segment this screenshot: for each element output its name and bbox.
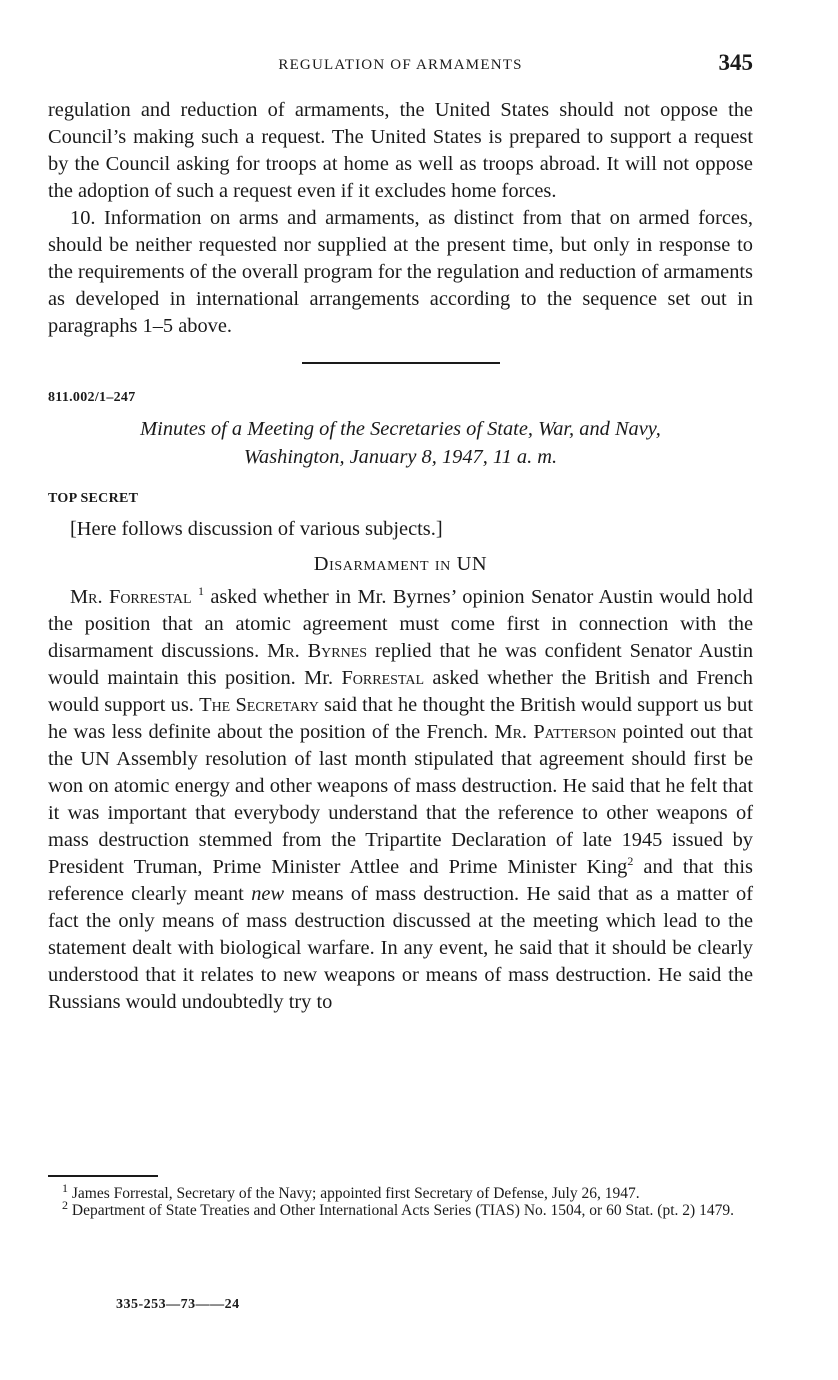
text-segment: pointed out that the UN Assembly resolution of last month stipulated that agreement should first be won on atomic energy and other weapons of mass destruction. He said that he felt that it was important that everybody understand that the reference to other weapons of mass destruction stemmed from the Tripartite Declaration of late 1945 issued by President Truman, Prime Minister Attlee and Prime Minister King (48, 721, 753, 878)
document-page (48, 0, 753, 1380)
main-paragraph (48, 584, 753, 1016)
footnote-text: Department of State Treaties and Other International Acts Series (TIAS) No. 1504, or 60 Stat. (pt. 2) 1479. (71, 1202, 734, 1219)
speaker-forrestal-2: Forrestal (341, 667, 425, 689)
text-segment: replied that he was confident Senator Austin would maintain this position. Mr. (48, 640, 754, 689)
text-segment: asked whether the British and French would support us. (48, 667, 753, 716)
footnote-marker: 2 (62, 1197, 68, 1212)
text-segment: said that he thought the British would support us but he was less definite about the position of the French. (48, 694, 753, 743)
text-segment: means of mass destruction. He said that as a matter of fact the only means of mass destruction discussed at the meeting which lead to the statement dealt with biological warfare. In any event, he said that it should be clearly understood that it relates to new weapons or means of mass destruction. He said the Russians would undoubtedly try to (48, 883, 753, 1013)
print-code: 335-253—73——24 (116, 1297, 240, 1312)
section-heading: Disarmament in UN (313, 553, 488, 575)
speaker-patterson: Mr. Patterson (494, 721, 617, 743)
speaker-secretary: The Secretary (199, 694, 319, 716)
speaker-forrestal: Mr. Forrestal (70, 586, 192, 608)
file-number: 811.002/1–247 (48, 390, 136, 405)
footnote-text: James Forrestal, Secretary of the Navy; appointed first Secretary of Defense, July 26, 1947. (71, 1185, 640, 1202)
page-header (48, 50, 753, 80)
classification-marking: TOP SECRET (48, 491, 139, 506)
text-segment: asked whether in Mr. Byrnes’ opinion Senator Austin would hold the position that an atomic agreement must come first in connection with the disarmament discussions. (48, 586, 753, 662)
footnote-1 (48, 1180, 753, 1202)
body-text (48, 97, 753, 1016)
document-title (48, 415, 753, 471)
paragraph-10: 10. Information on arms and armaments, as distinct from that on armed forces, should be neither requested nor supplied at the present time, but only in response to the requirements of the overall program for the regulation and reduction of armaments as developed in international arrangements according to the sequence set out in paragraphs 1–5 above. (48, 207, 753, 337)
section-divider (302, 362, 500, 364)
document-title-line-1: Minutes of a Meeting of the Secretaries of State, War, and Navy, (140, 418, 661, 440)
document-title-line-2: Washington, January 8, 1947, 11 a. m. (243, 446, 558, 468)
footnote-2 (48, 1197, 753, 1219)
page-number: 345 (718, 50, 753, 75)
footnote-divider (48, 1175, 158, 1177)
speaker-byrnes: Mr. Byrnes (267, 640, 368, 662)
footnote-ref-1: 1 (197, 584, 204, 599)
running-head: REGULATION OF ARMAMENTS (278, 57, 523, 73)
continuation-paragraph: regulation and reduction of armaments, the United States should not oppose the Council’s making such a request. The United States is prepared to support a request by the Council asking for troops at home as well as troops abroad. It will not oppose the adoption of such a request even if it excludes home forces. (48, 99, 753, 202)
emphasis-new: new (251, 883, 285, 905)
text-segment: and that this reference clearly meant (48, 856, 753, 905)
footnote-marker: 1 (62, 1180, 68, 1195)
footnote-ref-2: 2 (627, 854, 634, 869)
editorial-note: [Here follows discussion of various subjects.] (70, 518, 443, 540)
footnotes (48, 1180, 753, 1219)
